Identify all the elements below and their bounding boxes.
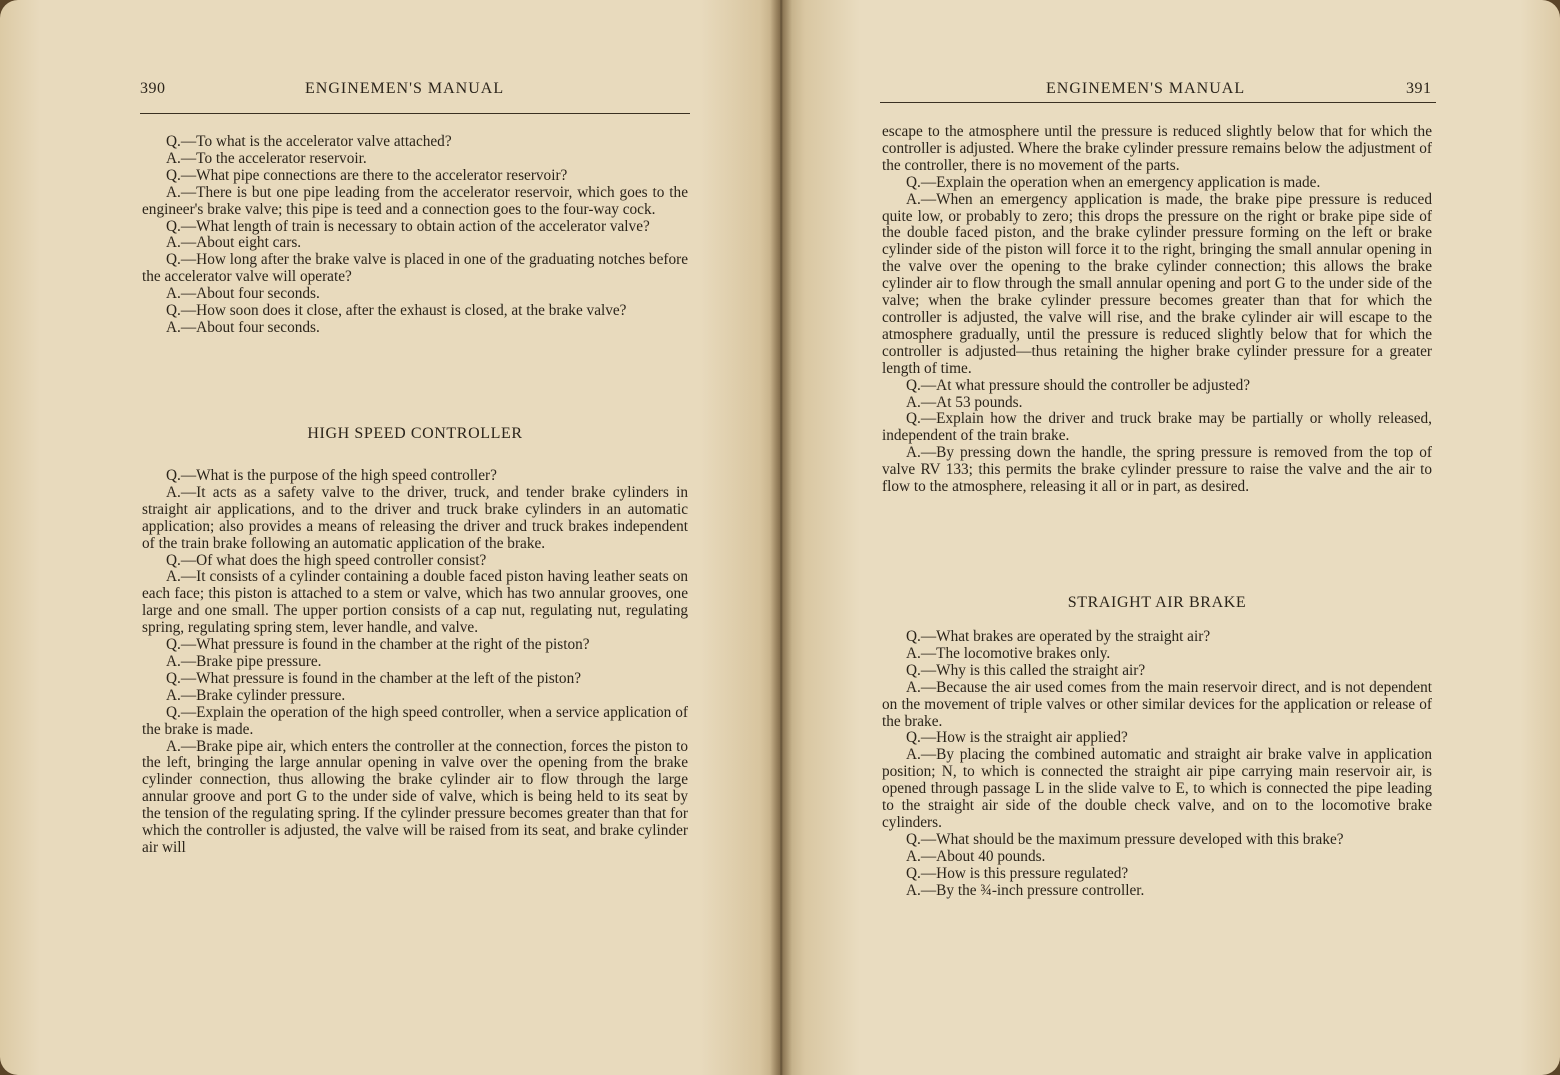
paragraph: Q.—What pressure is found in the chamber at the left of the piston? [166, 669, 582, 687]
right-page [780, 0, 1560, 1075]
paragraph: A.—By placing the combined automatic and straight air brake valve in application position; N, to which is connected the straight air pipe carrying main reservoir air, is opened through passage L in the slide valve to E, to which is connected the pipe leading to the straight air side of the double check valve, and on to the locomotive brake cylinders. [882, 746, 1432, 831]
paragraph: A.—There is but one pipe leading from the accelerator reservoir, which goes to the engineer's brake valve; this pipe is teed and a connection goes to the four-way cock. [142, 183, 688, 218]
paragraph: Q.—How soon does it close, after the exhaust is closed, at the brake valve? [166, 302, 627, 320]
paragraph: Q.—How is this pressure regulated? [906, 864, 1129, 882]
paragraph: Q.—How long after the brake valve is placed in one of the graduating notches before the accelerator valve will operate? [142, 251, 688, 286]
continuation-paragraph: escape to the atmosphere until the pressure is reduced slightly below that for which the controller is adjusted. Where the brake cylinder pressure remains below the adjustment of the controller, there is no movement of the parts. [882, 123, 1432, 174]
paragraph: A.—It consists of a cylinder containing a double faced piston having leather seats on each face; this piston is attached to a stem or valve, which has two annular grooves, one large and one small. The upper portion consists of a cap nut, regulating nut, regulating spring, regulating spring stem, lever handle, and valve. [142, 568, 688, 637]
paragraph: A.—About 40 pounds. [906, 847, 1046, 865]
paragraph: Q.—At what pressure should the controller be adjusted? [906, 376, 1251, 394]
paragraph: Q.—What brakes are operated by the straight air? [906, 628, 1211, 645]
paragraph: A.—About eight cars. [166, 234, 302, 252]
right-page-number: 391 [1406, 80, 1432, 97]
paragraph: A.—Brake pipe air, which enters the controller at the connection, forces the piston to the left, bringing the large annular opening in valve over the opening from the brake cylinder connection, thus allowing the brake cylinder air to flow through the large annular groove and port G to the under side of valve, which is being held to its seat by the tension of the regulating spring. If the cylinder pressure becomes greater than that for which the controller is adjusted, the valve will be raised from its seat, and brake cylinder air will [142, 737, 688, 856]
paragraph: Q.—Explain how the driver and truck brake may be partially or wholly released, independent of the train brake. [882, 410, 1432, 445]
left-running-head: ENGINEMEN'S MANUAL [305, 80, 505, 97]
left-text-block-1 [142, 134, 688, 337]
paragraph: A.—By the ¾-inch pressure controller. [906, 881, 1145, 899]
paragraph: A.—About four seconds. [166, 285, 320, 303]
paragraph: Q.—What pressure is found in the chamber at the right of the piston? [166, 636, 590, 654]
left-page-number: 390 [140, 80, 166, 97]
paragraph: A.—About four seconds. [166, 318, 320, 336]
paragraph: Q.—To what is the accelerator valve attached? [166, 133, 452, 150]
paragraph: A.—It acts as a safety valve to the driver, truck, and tender brake cylinders in straight air applications, and to the driver and truck brake cylinders in an automatic application; also provides a means of releasing the driver and truck brakes independent of the train brake following an automatic application of the brake. [142, 483, 688, 552]
right-text-block-2 [882, 629, 1432, 900]
left-text-block-2 [142, 468, 688, 857]
book-gutter [770, 0, 792, 1075]
right-header-rule [880, 102, 1436, 103]
paragraph: Q.—Explain the operation of the high speed controller, when a service application of the brake is made. [142, 703, 688, 738]
paragraph: A.—At 53 pounds. [906, 393, 1023, 411]
paragraph: A.—Brake cylinder pressure. [166, 686, 346, 704]
paragraph: A.—Because the air used comes from the main reservoir direct, and is not dependent on the movement of triple valves or other similar devices for the application or release of the brake. [882, 678, 1432, 730]
paragraph: Q.—What is the purpose of the high speed controller? [166, 467, 497, 484]
paragraph: Q.—Why is this called the straight air? [906, 661, 1146, 679]
paragraph: Q.—What pipe connections are there to the accelerator reservoir? [166, 166, 568, 184]
paragraph: Q.—How is the straight air applied? [906, 729, 1128, 747]
paragraph: A.—The locomotive brakes only. [906, 644, 1111, 662]
right-section-heading: STRAIGHT AIR BRAKE [1067, 594, 1247, 611]
paragraph: Q.—Explain the operation when an emergency application is made. [906, 173, 1321, 191]
left-header-rule [140, 113, 690, 114]
paragraph: Q.—What length of train is necessary to obtain action of the accelerator valve? [166, 217, 650, 235]
paragraph: A.—When an emergency application is made, the brake pipe pressure is reduced quite low, or probably to zero; this drops the pressure on the right or brake pipe side of the double faced piston, and the brake cylinder pressure forming on the left or brake cylinder side of the piston will force it to the right, bringing the small annular opening in the valve over the opening to the brake cylinder connection; this allows the brake cylinder air to flow through the small annular opening and port G to the under side of the valve; when the brake cylinder pressure becomes greater than that for which the controller is adjusted, the valve will rise, and the brake cylinder air will escape to the atmosphere gradually, until the pressure is reduced slightly below that for which the controller is adjusted—thus retaining the higher brake cylinder pressure for a greater length of time. [882, 190, 1432, 377]
paragraph: A.—Brake pipe pressure. [166, 652, 322, 670]
paragraph: A.—To the accelerator reservoir. [166, 149, 367, 167]
left-section-heading: HIGH SPEED CONTROLLER [307, 425, 523, 442]
right-running-head: ENGINEMEN'S MANUAL [1046, 80, 1246, 97]
paragraph: Q.—Of what does the high speed controller consist? [166, 551, 487, 569]
paragraph: A.—By pressing down the handle, the spring pressure is removed from the top of valve RV 133; this permits the brake cylinder pressure to raise the valve and the air to flow to the atmosphere, releasing it all or in part, as desired. [882, 444, 1432, 496]
paragraph: Q.—What should be the maximum pressure developed with this brake? [906, 830, 1344, 848]
right-text-block-1 [882, 124, 1432, 496]
